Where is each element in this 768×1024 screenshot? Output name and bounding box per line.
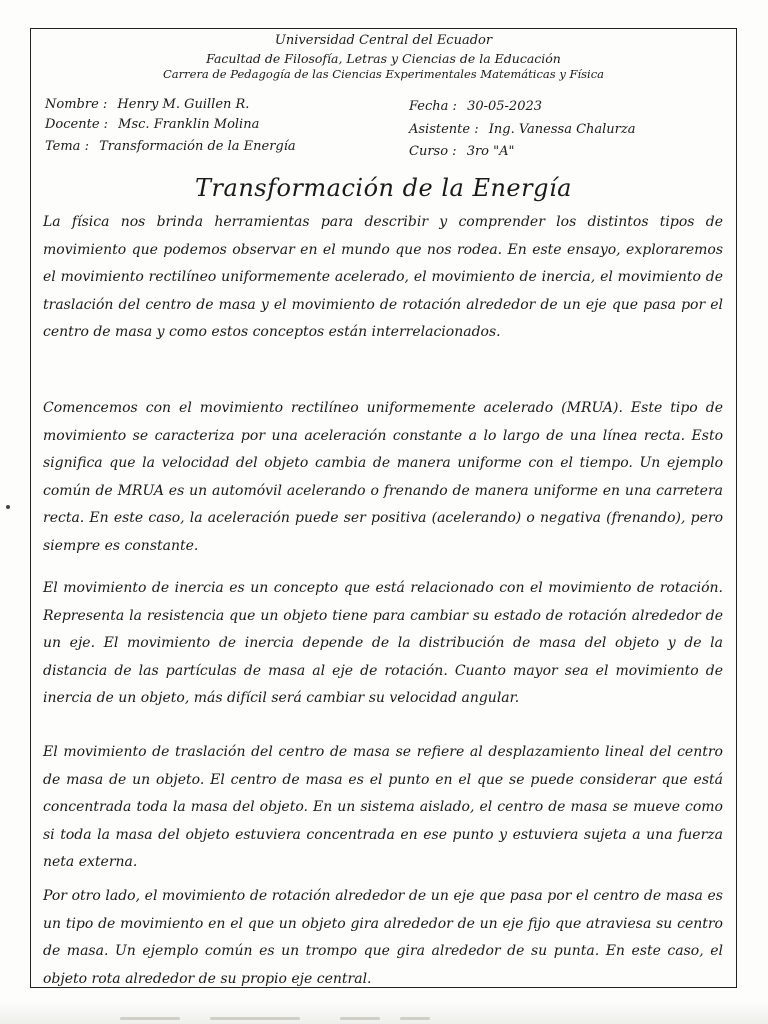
date-field (409, 99, 542, 114)
course-value: 3ro "A" (466, 144, 515, 159)
student-name-value: Henry M. Guillen R. (117, 97, 250, 112)
paragraph-rotation: Por otro lado, el movimiento de rotación alrededor de un eje que pasa por el centro de masa es un tipo de movimiento en el que un objeto gira alrededor de un eje fijo que atraviesa su centro de masa. Un ejemplo común es un trompo que gira alrededor de su punta. En este caso, el objeto rota alrededor de su propio eje central. (43, 888, 723, 987)
student-name-label: Nombre : (45, 97, 108, 112)
university-name: Universidad Central del Ecuador (274, 33, 493, 48)
topic-label: Tema : (45, 139, 89, 154)
student-name-field (45, 97, 249, 112)
date-value: 30-05-2023 (467, 99, 543, 114)
margin-dot (6, 505, 10, 509)
date-label: Fecha : (409, 99, 457, 114)
paragraph-intro: La física nos brinda herramientas para describir y comprender los distintos tipos de movimiento que podemos observar en el mundo que nos rodea. En este ensayo, exploraremos el movimiento rectilíneo uniformemente acelerado, el movimiento de inercia, el movimiento de traslación del centro de masa y el movimiento de rotación alrededor de un eje que pasa por el centro de masa y como estos conceptos están interrelacionados. (43, 214, 723, 340)
course-label: Curso : (409, 144, 457, 159)
paragraph-mrua: Comencemos con el movimiento rectilíneo uniformemente acelerado (MRUA). Este tipo de movimiento se caracteriza por una aceleración constante a lo largo de una línea recta. Esto significa que la velocidad del objeto cambia de manera uniforme con el tiempo. Un ejemplo común de MRUA es un automóvil acelerando o frenando de manera uniforme en una carretera recta. En este caso, la aceleración puede ser positiva (acelerando) o negativa (frenando), pero siempre es constante. (43, 400, 723, 554)
assistant-field (409, 122, 636, 137)
assistant-label: Asistente : (409, 122, 479, 137)
scan-bottom-edge (0, 1002, 768, 1024)
paragraph-inertia: El movimiento de inercia es un concepto que está relacionado con el movimiento de rotación. Representa la resistencia que un objeto tiene para cambiar su estado de rotación alrededor de un eje. El movimiento de inercia depende de la distribución de masa del objeto y de la distancia de las partículas de masa al eje de rotación. Cuanto mayor sea el movimiento de inercia de un objeto, más difícil será cambiar su velocidad angular. (43, 580, 723, 706)
topic-value: Transformación de la Energía (99, 139, 296, 154)
career-name: Carrera de Pedagogía de las Ciencias Experimentales Matemáticas y Física (162, 67, 605, 81)
teacher-label: Docente : (45, 117, 109, 132)
paragraph-translation: El movimiento de traslación del centro de masa se refiere al desplazamiento lineal del centro de masa de un objeto. El centro de masa es el punto en el que se puede considerar que está concentrada toda la masa del objeto. En un sistema aislado, el centro de masa se mueve como si toda la masa del objeto estuviera concentrada en ese punto y estuviera sujeta a una fuerza neta externa. (43, 744, 723, 870)
faculty-name: Facultad de Filosofía, Letras y Ciencias de la Educación (206, 51, 561, 66)
essay-title: Transformación de la Energía (195, 174, 572, 202)
assistant-value: Ing. Vanessa Chalurza (488, 122, 636, 137)
teacher-field (45, 117, 259, 132)
document-page (30, 28, 737, 988)
course-field (409, 144, 514, 159)
topic-field (45, 139, 296, 154)
teacher-value: Msc. Franklin Molina (118, 117, 260, 132)
